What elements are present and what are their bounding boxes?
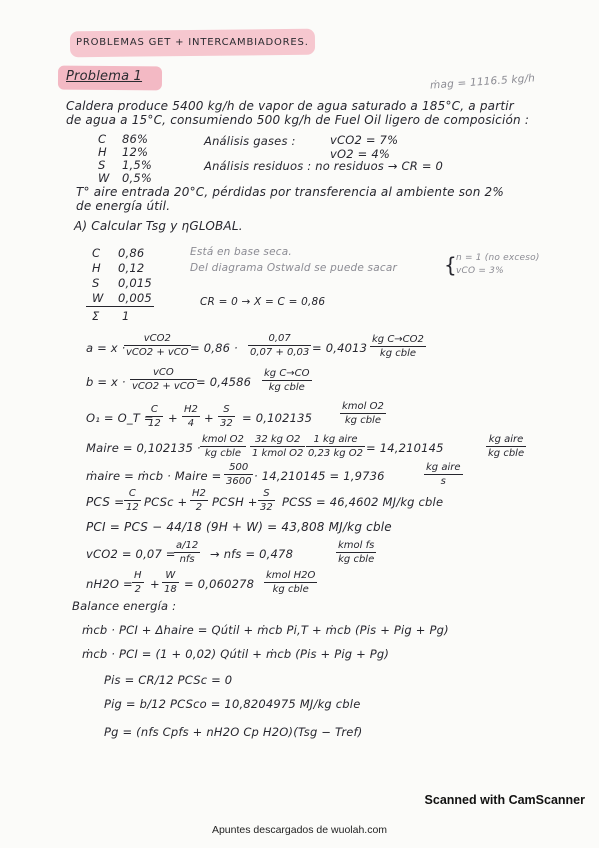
eq-o-left: O₁ = O_T =	[86, 411, 154, 425]
eq-o-plus: +	[168, 411, 178, 425]
eq-nh2o-result: = 0,060278	[184, 577, 255, 591]
composition-value: 86%	[122, 132, 149, 146]
energy-line-1: ṁcb · PCI + Δhaire = Qútil + ṁcb Pi,T + ṁcb (Pis + Pig + Pg)	[82, 623, 449, 637]
brace-icon: {	[444, 253, 457, 277]
eq-o-units: kmol O2 kg cble	[342, 401, 384, 426]
table-sum-label: Σ	[92, 309, 100, 323]
note-ostwald: Del diagrama Ostwald se puede sacar	[190, 262, 397, 274]
eq-a-fraction-values: 0,07 0,07 + 0,03	[250, 333, 310, 358]
table-value: 0,12	[118, 261, 145, 275]
eq-pcs-term-c: PCSc +	[144, 495, 188, 509]
eq-pcs-result: PCSS = 46,4602 MJ/kg cble	[282, 495, 444, 509]
pig-line: Pig = b/12 PCSco = 10,8204975 MJ/kg cble	[104, 697, 361, 711]
note-vco: vCO = 3%	[456, 266, 504, 276]
cr-line: CR = 0 → X = C = 0,86	[200, 296, 326, 308]
energy-title: Balance energía :	[72, 599, 177, 613]
eq-vco2-left: vCO2 = 0,07 =	[86, 547, 176, 561]
eq-nh2o-units: kmol H2O kg cble	[266, 570, 316, 595]
eq-o-result: = 0,102135	[242, 411, 313, 425]
statement-line-1: Caldera produce 5400 kg/h de vapor de agua saturado a 185°C, a partir	[66, 99, 514, 113]
table-sum-value: 1	[122, 309, 130, 323]
page-header: PROBLEMAS GET + INTERCAMBIADORES.	[76, 37, 309, 48]
eq-maire-result: = 14,210145	[366, 441, 444, 455]
note-dry-basis: Está en base seca.	[190, 246, 292, 258]
energy-line-2: ṁcb · PCI = (1 + 0,02) Qútil + ṁcb (Pis + Pig + Pg)	[82, 647, 390, 661]
composition-element: S	[98, 158, 106, 172]
eq-o-frac-h: H2 4	[184, 404, 198, 429]
eq-b-fraction: vCO vCO2 + vCO	[132, 367, 195, 392]
eq-maire-frac-3: 1 kg aire 0,23 kg O2	[308, 434, 363, 459]
eq-nh2o-frac-w: W 18	[164, 570, 177, 595]
eq-pcs-frac-c: C 12	[126, 488, 139, 513]
composition-value: 12%	[122, 145, 149, 159]
eq-mdot-frac: 500 3600	[226, 462, 252, 487]
table-sum-line	[86, 306, 154, 307]
eq-mdot-left: ṁaire = ṁcb · Maire =	[86, 469, 222, 483]
eq-vco2-result: → nfs = 0,478	[210, 547, 294, 561]
composition-element: C	[98, 132, 107, 146]
composition-element: H	[98, 145, 107, 159]
eq-nh2o-left: nH2O =	[86, 577, 133, 591]
eq-nh2o-plus: +	[150, 577, 160, 591]
composition-value: 0,5%	[122, 171, 153, 185]
eq-pcs-left: PCS =	[86, 495, 125, 509]
eq-maire-units: kg aire kg cble	[488, 434, 525, 459]
air-line-2: de energía útil.	[76, 199, 171, 213]
eq-o-frac-c: C 12	[148, 404, 161, 429]
eq-pcs-frac-s: S 32	[260, 488, 273, 513]
pg-line: Pg = (nfs Cpfs + nH2O Cp H2O)(Tsg − Tref)	[104, 725, 363, 739]
gas-analysis-label: Análisis gases :	[204, 134, 296, 148]
eq-b-left: b = x ·	[86, 375, 126, 389]
scanner-watermark: Scanned with CamScanner	[424, 793, 585, 807]
part-a: A) Calcular Tsg y ηGLOBAL.	[74, 219, 243, 233]
eq-a-fraction: vCO2 vCO2 + vCO	[126, 333, 189, 358]
eq-b-result: = 0,4586	[196, 375, 252, 389]
table-element: S	[92, 276, 100, 290]
eq-vco2-frac: a/12 nfs	[176, 540, 199, 565]
eq-a-result: = 0,4013	[312, 341, 368, 355]
eq-pci: PCI = PCS − 44/18 (9H + W) = 43,808 MJ/kg cble	[86, 520, 392, 534]
gas-co2: vCO2 = 7%	[330, 133, 399, 147]
eq-mdot-units: kg aire s	[426, 462, 461, 487]
eq-pcs-frac-h: H2 2	[192, 488, 206, 513]
pis-line: Pis = CR/12 PCSc = 0	[104, 673, 233, 687]
table-element: W	[92, 291, 104, 305]
eq-maire-frac-1: kmol O2 kg cble	[202, 434, 244, 459]
air-line-1: T° aire entrada 20°C, pérdidas por transferencia al ambiente son 2%	[76, 185, 504, 199]
statement-line-2: de agua a 15°C, consumiendo 500 kg/h de Fuel Oil ligero de composición :	[66, 113, 530, 127]
composition-value: 1,5%	[122, 158, 153, 172]
eq-nh2o-frac-h: H 2	[134, 570, 142, 595]
eq-o-plus2: +	[204, 411, 214, 425]
eq-vco2-units: kmol fs kg cble	[338, 540, 375, 565]
problem-title: Problema 1	[66, 69, 143, 84]
source-footer: Apuntes descargados de wuolah.com	[211, 824, 388, 836]
table-element: C	[92, 246, 101, 260]
eq-maire-frac-2: 32 kg O2 1 kmol O2	[252, 434, 304, 459]
eq-pcs-term-h: PCSH +	[212, 495, 258, 509]
composition-element: W	[98, 171, 110, 185]
eq-maire-left: Maire = 0,102135 ·	[86, 441, 201, 455]
table-element: H	[92, 261, 101, 275]
table-value: 0,86	[118, 246, 145, 260]
gas-o2: vO2 = 4%	[330, 147, 390, 161]
eq-a-left: a = x ·	[86, 341, 126, 355]
table-value: 0,005	[118, 291, 152, 305]
eq-b-units: kg C→CO kg cble	[264, 368, 310, 393]
corner-note: ṁag = 1116.5 kg/h	[429, 72, 536, 92]
eq-a-mid: = 0,86 ·	[190, 341, 238, 355]
residue-analysis: Análisis residuos : no residuos → CR = 0	[204, 159, 444, 173]
note-n: n = 1 (no exceso)	[456, 253, 540, 263]
eq-mdot-mid: · 14,210145 = 1,9736	[254, 469, 385, 483]
eq-a-units: kg C→CO2 kg cble	[372, 334, 424, 359]
eq-o-frac-s: S 32	[220, 404, 233, 429]
table-value: 0,015	[118, 276, 152, 290]
